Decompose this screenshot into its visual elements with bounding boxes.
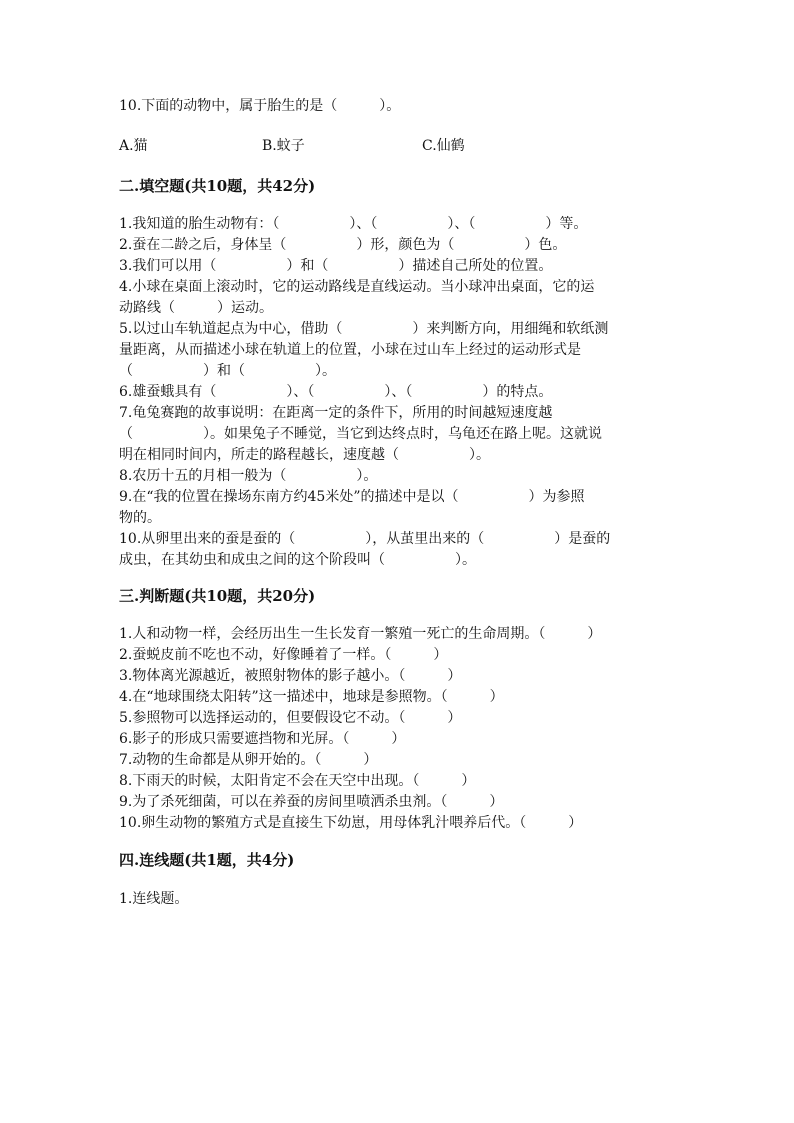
section-true-false-title: 三.判断题(共10题，共20分) [119, 587, 316, 605]
text-line: 8.农历十五的月相一般为（ ）。 [119, 468, 378, 484]
text-line: 动路线（ ）运动。 [119, 300, 273, 316]
option-a: A.猫 [119, 138, 148, 154]
text-line: 量距离，从而描述小球在轨道上的位置，小球在过山车上经过的运动形式是 [119, 342, 581, 358]
text-line: 3.我们可以用（ ）和（ ）描述自己所处的位置。 [119, 258, 553, 274]
text-line: 物的。 [119, 510, 161, 526]
text-line: 7.动物的生命都是从卵开始的。（ ） [119, 752, 378, 768]
text-line: 1.人和动物一样，会经历出生一生长发育一繁殖一死亡的生命周期。（ ） [119, 626, 602, 642]
text-line: 10.从卵里出来的蚕是蚕的（ ），从茧里出来的（ ）是蚕的 [119, 531, 611, 547]
section-fill-blank-list [119, 214, 675, 571]
text-line: 3.物体离光源越近，被照射物体的影子越小。（ ） [119, 668, 462, 684]
text-line: （ ）。如果兔子不睡觉，当它到达终点时，乌龟还在路上呢。这就说 [119, 426, 602, 442]
question-10-options [119, 136, 679, 156]
text-line: 9.为了杀死细菌，可以在养蚕的房间里喷洒杀虫剂。（ ） [119, 794, 504, 810]
text-line: （ ）和（ ）。 [119, 363, 336, 379]
section-matching-title: 四.连线题(共1题，共4分) [119, 851, 295, 869]
text-line: 10.卵生动物的繁殖方式是直接生下幼崽，用母体乳汁喂养后代。（ ） [119, 815, 583, 831]
text-line: 6.雄蚕蛾具有（ ）、（ ）、（ ）的特点。 [119, 384, 553, 400]
text-line: 2.蚕蜕皮前不吃也不动，好像睡着了一样。（ ） [119, 647, 448, 663]
text-line: 4.小球在桌面上滚动时，它的运动路线是直线运动。当小球冲出桌面，它的运 [119, 279, 595, 295]
text-line: 明在相同时间内，所走的路程越长，速度越（ ）。 [119, 447, 490, 463]
section-true-false-list [119, 624, 675, 834]
text-line: 1.我知道的胎生动物有：（ ）、（ ）、（ ）等。 [119, 216, 588, 232]
section-fill-blank-title: 二.填空题(共10题，共42分) [119, 177, 316, 195]
text-line: 4.在“地球围绕太阳转”这一描述中，地球是参照物。（ ） [119, 689, 504, 705]
text-line: 1.连线题。 [119, 891, 189, 907]
text-line: 7.龟兔赛跑的故事说明：在距离一定的条件下，所用的时间越短速度越 [119, 405, 553, 421]
option-c: C.仙鹤 [422, 138, 465, 154]
text-line: 6.影子的形成只需要遮挡物和光屏。（ ） [119, 731, 406, 747]
text-line: 5.以过山车轨道起点为中心，借助（ ）来判断方向，用细绳和软纸测 [119, 321, 609, 337]
option-b: B.蚊子 [262, 138, 305, 154]
text-line: 8.下雨天的时候，太阳肯定不会在天空中出现。（ ） [119, 773, 476, 789]
question-10-stem: 10.下面的动物中，属于胎生的是（ ）。 [119, 98, 401, 114]
text-line: 9.在“我的位置在操场东南方约45米处”的描述中是以（ ）为参照 [119, 489, 585, 505]
text-line: 2.蚕在二龄之后，身体呈（ ）形，颜色为（ ）色。 [119, 237, 567, 253]
text-line: 成虫，在其幼虫和成虫之间的这个阶段叫（ ）。 [119, 552, 476, 568]
section-matching-list [119, 889, 675, 910]
text-line: 5.参照物可以选择运动的，但要假设它不动。（ ） [119, 710, 462, 726]
